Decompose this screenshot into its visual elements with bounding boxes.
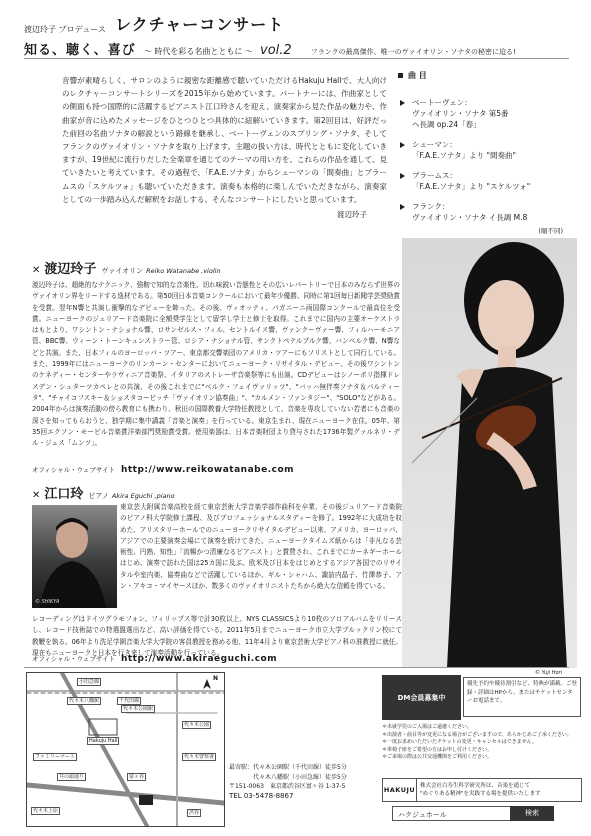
map-label: 小田急線 <box>79 679 100 685</box>
map-label: 渋谷 <box>189 810 200 816</box>
access-map <box>26 672 225 827</box>
program-item: フランク： ヴァイオリン・ソナタ イ長調 M.8 <box>398 201 573 223</box>
pianist-photo <box>32 505 117 608</box>
header <box>24 12 584 58</box>
note-item: ＊ご来場の際は公共交通機関をご利用ください。 <box>382 754 493 761</box>
square-bullet-icon <box>398 73 403 78</box>
program-section <box>398 70 573 237</box>
footer-divider <box>24 667 569 668</box>
artist1-role: ヴァイオリン <box>101 267 144 275</box>
note-item: ＊未就学児のご入場はご遠慮ください。 <box>382 724 473 730</box>
artist1-site-label: オフィシャル・ウェブサイト <box>32 466 115 474</box>
map-label: 富ヶ谷 <box>129 774 145 780</box>
search-button[interactable]: 検索 <box>510 806 554 821</box>
artist2-site-link[interactable]: http://www.akiraeguchi.com <box>120 654 278 664</box>
concert-title: レクチャーコンサート <box>115 15 285 34</box>
program-heading: 曲 目 <box>398 70 573 81</box>
program-item: ブラームス： 「F.A.E.ソナタ」より "スケルツォ" <box>398 170 573 192</box>
artist2-name: 江口玲 <box>44 487 84 502</box>
artist2-roman: Akira Eguchi ,piano <box>111 492 175 500</box>
program-item: シューマン： 「F.A.E.ソナタ」より "間奏曲" <box>398 139 573 161</box>
dm-description: 優先予約や優待割引など、特典が満載。ご登録・詳細はHPから、またはチケットセンターお電話まで。 <box>463 677 581 717</box>
note-item: ＊一度お求めいただいたチケットの変更・キャンセルはできません。 <box>382 739 537 746</box>
hakuju-box <box>382 778 582 802</box>
intro-section <box>62 74 387 221</box>
artist2-bio: 東京芸大附属音楽高校を経て東京芸術大学音楽学部作曲科を卒業、その後ジュリアード音楽院のピアノ科大学院修士課程、及びプロフェッショナルスタディーを修了。1992年に大成功を収めた、アリスタリーホールでのニューヨークリサイタルデビュー以来、アメリカ、ヨーロッパ、アジアでの主要演奏会場にて演奏を続けてきた。ニューヨークタイムズ紙からは「非凡なる芸術性、円熟、知性」「流暢かつ清廉なるピアニスト」と賞賛され、これまでにカーネギーホールはじめ、演奏で訪れた国は25カ国に及ぶ。欧米及び日本をはじめとするアジア各国でのリサイタルや室内楽、協奏曲などで活躍しているほか、ギル・シャハム、諏訪内晶子、竹澤恭子、アン・アキコ・マイヤースほか、数多くのヴァイオリニストたちから絶大な信頼を得ている。 <box>120 503 402 591</box>
access-address: 〒151-0063 東京都渋谷区富ヶ谷 1-37-5 <box>229 783 346 790</box>
access-line1: 最寄駅：代々木公園駅（千代田線）徒歩5分 <box>229 764 347 771</box>
map-label: 代々木上原 <box>33 808 59 814</box>
map-label: 井の頭通り <box>59 774 85 780</box>
artist1-roman: Reiko Watanabe ,violin <box>146 267 221 275</box>
cross-mark-icon: ✕ <box>32 490 41 501</box>
map-label: Hakuju Hall <box>89 738 118 744</box>
note-item: ＊出演者・曲目等が変更になる場合がございますので、あらかじめご了承ください。 <box>382 731 572 738</box>
map-label: 代々木警察署 <box>184 754 215 760</box>
concert-subtitle: 知る、聴く、喜び <box>24 43 136 58</box>
artist1-name: 渡辺玲子 <box>44 262 97 277</box>
tagline: フランクの最高傑作、唯一のヴァイオリン・ソナタの秘密に迫る! <box>310 48 516 56</box>
pianist-photo-credit: © SHIKYA <box>35 599 60 605</box>
dm-badge: DM会員募集中 <box>382 675 461 720</box>
artist1-site-link[interactable]: http://www.reikowatanabe.com <box>120 465 295 475</box>
hakuju-logo: HAKUJU <box>383 786 416 794</box>
volume-label: vol.2 <box>260 43 292 58</box>
artist2-bio-cont: レコーディングはドイツグラモフォン、フィリップス等で計30枚以上、NYS CLASSICSより10枚のソロアルバムをリリースし、レコード技術誌での特選盤選出など、高い評価を得ている。2011年5月までニューヨーク市立大学ブルックリン校にて教鞭を執る。06年より洗足学園音楽大学大学院の客員教授を務める他、11年4月より東京芸術大学ピアノ科の准教授に就任。現在もニューヨークと日本を行き来して演奏活動を行っている。 <box>32 615 402 657</box>
artist2-heading <box>32 483 175 502</box>
photo-credit: © Yuji Hori <box>535 670 562 676</box>
intro-signature: 渡辺玲子 <box>337 210 367 220</box>
program-item: ベートーヴェン： ヴァイオリン・ソナタ 第5番 ヘ長調 op.24「春」 <box>398 97 573 130</box>
note-item: ＊車椅子席をご希望の方はお申し付けください。 <box>382 746 493 753</box>
map-label: 千代田線 <box>119 698 140 704</box>
violinist-photo <box>402 238 577 668</box>
search-input[interactable]: ハクジュホール <box>392 806 552 821</box>
map-label: 代々木公園駅 <box>123 706 154 712</box>
producer-label: 渡辺玲子 プロデュース <box>24 25 106 34</box>
header-divider <box>24 58 569 59</box>
artist1-site <box>32 465 294 475</box>
map-label: 代々木公園 <box>184 722 210 728</box>
artist2-site <box>32 654 277 664</box>
notes-list <box>382 724 582 762</box>
artist1-bio: 渡辺玲子は、超絶的なテクニック、強靭で知的な音楽性、切れ味鋭い音態性とその広いレパートリーで日本のみならず世界のヴァイオリン界をリードする逸材である。第50回日本音楽コンクールにおいて最年少優勝、同時に第1回毎日新聞学芸奨励賞を受賞。翌年N響と共演し衝撃的なデビューを飾った。その後、ヴィオッティ、パガニーニ両国際コンクールで最高位を受賞。ニューヨークのジュリアード音楽院に全額奨学生として留学し学士と修士を取得。これまでに国内の主要オーケストラはもとより、ワシントン・ナショナル響、ロサンゼルス・フィル、セントルイス響、ヴァンクーヴァー響、フィルハーモニア管、BBC響、ウィーン・トーンキュンストラー管、ロシア・ナショナル管、サンクトペテルブルク響、バンベルク響、N響などと共演。また、日本フィルのヨーロッパ・ツアー、東京都交響楽団のアメリカ・ツアーにもソリストとして同行している。また、1999年にはニューヨークのリンカーン・センターにおいてニューヨーク・リサイタル・デビュー、その後ワシントンのケネディー・センターやラヴィニア音楽祭、イタリアのストレーザ音楽祭等にも出演。CDデビューはシノーポリ指揮ドレスデン・シュターツカペレとの共演、その後これまでに"ベルク・フェイヴァリッツ"、"バッハ無伴奏ソナタ＆パルティータ"、"チャイコフスキー＆ショスタコービッチ「ヴァイオリン協奏曲」"、"カルメン・ファンタジー"、"SOLO"などがある。2004年からは演奏活動の傍ら教育にも携わり、秋田の国際教養大学特任教授として、音楽を専攻していない若者にも音楽の深さを知ってもらおうと、独学期に集中講義「音楽と演奏」を行っている。東京生まれ、現在ニューヨーク在住。05年、第35回エクソン・モービル音楽賞洋楽部門奨励賞受賞。使用楽器は、日本音楽財団より貸与された1736年製グァルネリ・デル・ジェス「ムンツ」。 <box>32 281 400 448</box>
compass-north-icon: N <box>213 675 219 682</box>
artist2-site-label: オフィシャル・ウェブサイト <box>32 655 115 663</box>
artist2-role: ピアノ <box>88 492 109 500</box>
intro-text: 音響が素晴らしく、サロンのように親密な距離感で聴いていただけるHakuju Hallで、大人向けのレクチャーコンサートシリーズを2015年から始めています。パートナーには、作曲家としての側面も持つ国際的に活躍するピアニスト江口玲さんを迎え、演奏家から見た作品の魅力や、作曲家が音に込めたメッセージをひとつひとつ具体的に紐解いていきます。第2回目は、好評だった前回の名曲ソナタの解説という路線を継承し、ベートーヴェンのスプリング・ソナタ、そしてフランクのヴァイオリン・ソナタを取り上げます。主題の扱い方は、時代とともに変化していきますが、19世紀に流行りだした全楽章を通じてのテーマの用い方を、これらの作品を通して、見ていきたいと考えています。その過程で、「F.A.E.ソナタ」からシューマンの「間奏曲」とブラームスの「スケルツォ」も聴いていただきます。演奏も本格的に楽しんでいただきながら、演奏家としての一歩踏み込んだ解釈をお話しする、そんなコンサートにしたいと思っています。 <box>62 76 387 204</box>
access-tel: TEL 03-5478-8867 <box>229 791 294 800</box>
access-line2: 代々木八幡駅（小田急線）徒歩5分 <box>253 773 347 781</box>
map-label: ファミリーマート <box>35 754 75 760</box>
program-note: (順不同) <box>538 227 563 235</box>
hakuju-text: 株式会社白寿生科学研究所は、音楽を通じて "めぐりある精神"を実践する場を提供いたします <box>416 779 541 801</box>
access-info <box>229 763 389 801</box>
map-label: 代々木八幡駅 <box>69 698 100 704</box>
concert-subtitle-sub: ～ 時代を彩る名曲とともに ～ <box>143 47 253 56</box>
cross-mark-icon: ✕ <box>32 265 41 276</box>
artist1-heading <box>32 258 221 277</box>
